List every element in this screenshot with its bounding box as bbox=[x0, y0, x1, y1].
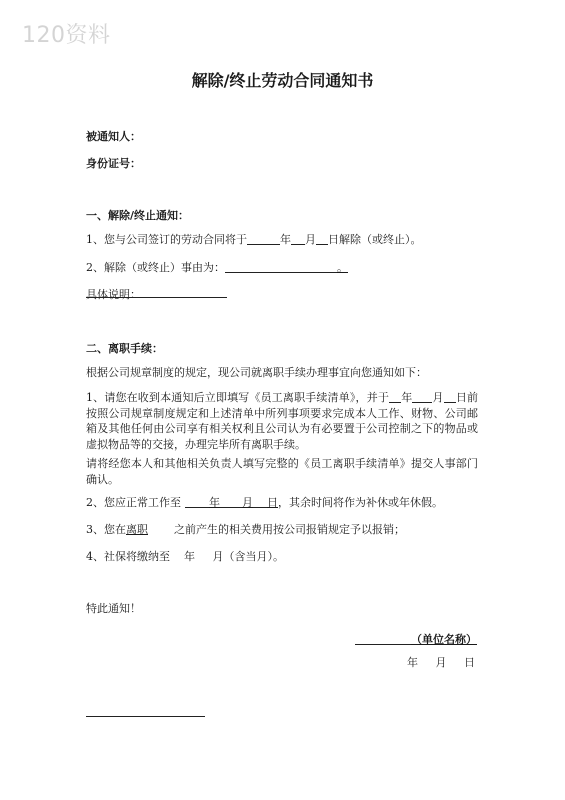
item3-prefix: 3、您在 bbox=[86, 523, 126, 536]
section2-item1 bbox=[86, 390, 478, 452]
unit-name-label: （单位名称） bbox=[411, 633, 477, 646]
section1-heading: 一、解除/终止通知： bbox=[86, 209, 190, 222]
item1-day: 日解除（或终止）。 bbox=[328, 233, 422, 246]
item3-suffix: 之前产生的相关费用按公司报销规定予以报销； bbox=[174, 523, 405, 536]
item3-underlined: 离职 bbox=[126, 523, 148, 536]
section1-item1 bbox=[86, 231, 422, 248]
item2-day: 日 bbox=[267, 496, 278, 509]
item2-month: 月 bbox=[242, 496, 253, 509]
blank-day bbox=[316, 232, 328, 245]
section2-item1-note: 请将经您本人和其他相关负责人填写完整的《员工离职手续清单》提交人事部门确认。 bbox=[86, 457, 478, 486]
footnote-separator bbox=[86, 716, 205, 717]
detail-label: 具体说明： bbox=[86, 288, 141, 301]
blank-year2 bbox=[389, 390, 401, 403]
signature-date: 年 月 日 bbox=[407, 656, 475, 669]
watermark: 120资料 bbox=[22, 23, 111, 48]
section2-item2 bbox=[86, 494, 443, 511]
item2-year: 年 bbox=[209, 496, 220, 509]
item1-part1: 1、请您在收到本通知后立即填写《员工离职手续清单》，并于 bbox=[86, 391, 390, 404]
blank-month bbox=[291, 232, 305, 245]
blank-month2 bbox=[412, 390, 432, 403]
blank-year3 bbox=[185, 495, 209, 508]
blank-reason bbox=[225, 260, 337, 273]
section1-item2 bbox=[86, 259, 348, 276]
section2-heading: 二、离职手续： bbox=[86, 342, 163, 355]
section2-item4: 4、社保将缴纳至 年 月（含当月）。 bbox=[86, 550, 284, 563]
blank-month3 bbox=[220, 495, 242, 508]
item1-year2: 年 bbox=[401, 391, 413, 404]
blank-day3 bbox=[253, 495, 267, 508]
item2-prefix: 2、您应正常工作至 bbox=[86, 496, 181, 509]
item2-suffix: 。 bbox=[337, 261, 348, 274]
blank-year bbox=[247, 232, 280, 245]
item2-prefix: 2、解除（或终止）事由为： bbox=[86, 261, 225, 274]
id-number-label: 身份证号： bbox=[86, 157, 141, 170]
detail-row bbox=[86, 286, 141, 303]
section2-item3 bbox=[86, 521, 405, 538]
item1-year: 年 bbox=[280, 233, 291, 246]
closing-text: 特此通知！ bbox=[86, 602, 141, 615]
item1-month: 月 bbox=[305, 233, 316, 246]
recipient-label: 被通知人： bbox=[86, 130, 141, 143]
blank-day2 bbox=[444, 390, 456, 403]
blank-unit bbox=[355, 632, 411, 645]
item1-part2: 日前按照公司规章制度规定和上述清单中所列事项要求完成本人工作、财物、公司邮箱及其他任何由公司享有相关权利且公司认为有必要置于公司控制之下的物品或虚拟物品等的交接，办理完毕所有离职手续。 bbox=[86, 391, 479, 451]
item1-prefix: 1、您与公司签订的劳动合同将于 bbox=[86, 233, 247, 246]
section2-intro: 根据公司规章制度的规定，现公司就离职手续办理事宜向您通知如下： bbox=[86, 366, 427, 379]
detail-underline bbox=[86, 297, 227, 298]
item2-suffix: ，其余时间将作为补休或年休假。 bbox=[278, 496, 443, 509]
signature-unit bbox=[355, 628, 477, 647]
page-title: 解除/终止劳动合同通知书 bbox=[191, 71, 374, 90]
item1-month2: 月 bbox=[432, 391, 444, 404]
